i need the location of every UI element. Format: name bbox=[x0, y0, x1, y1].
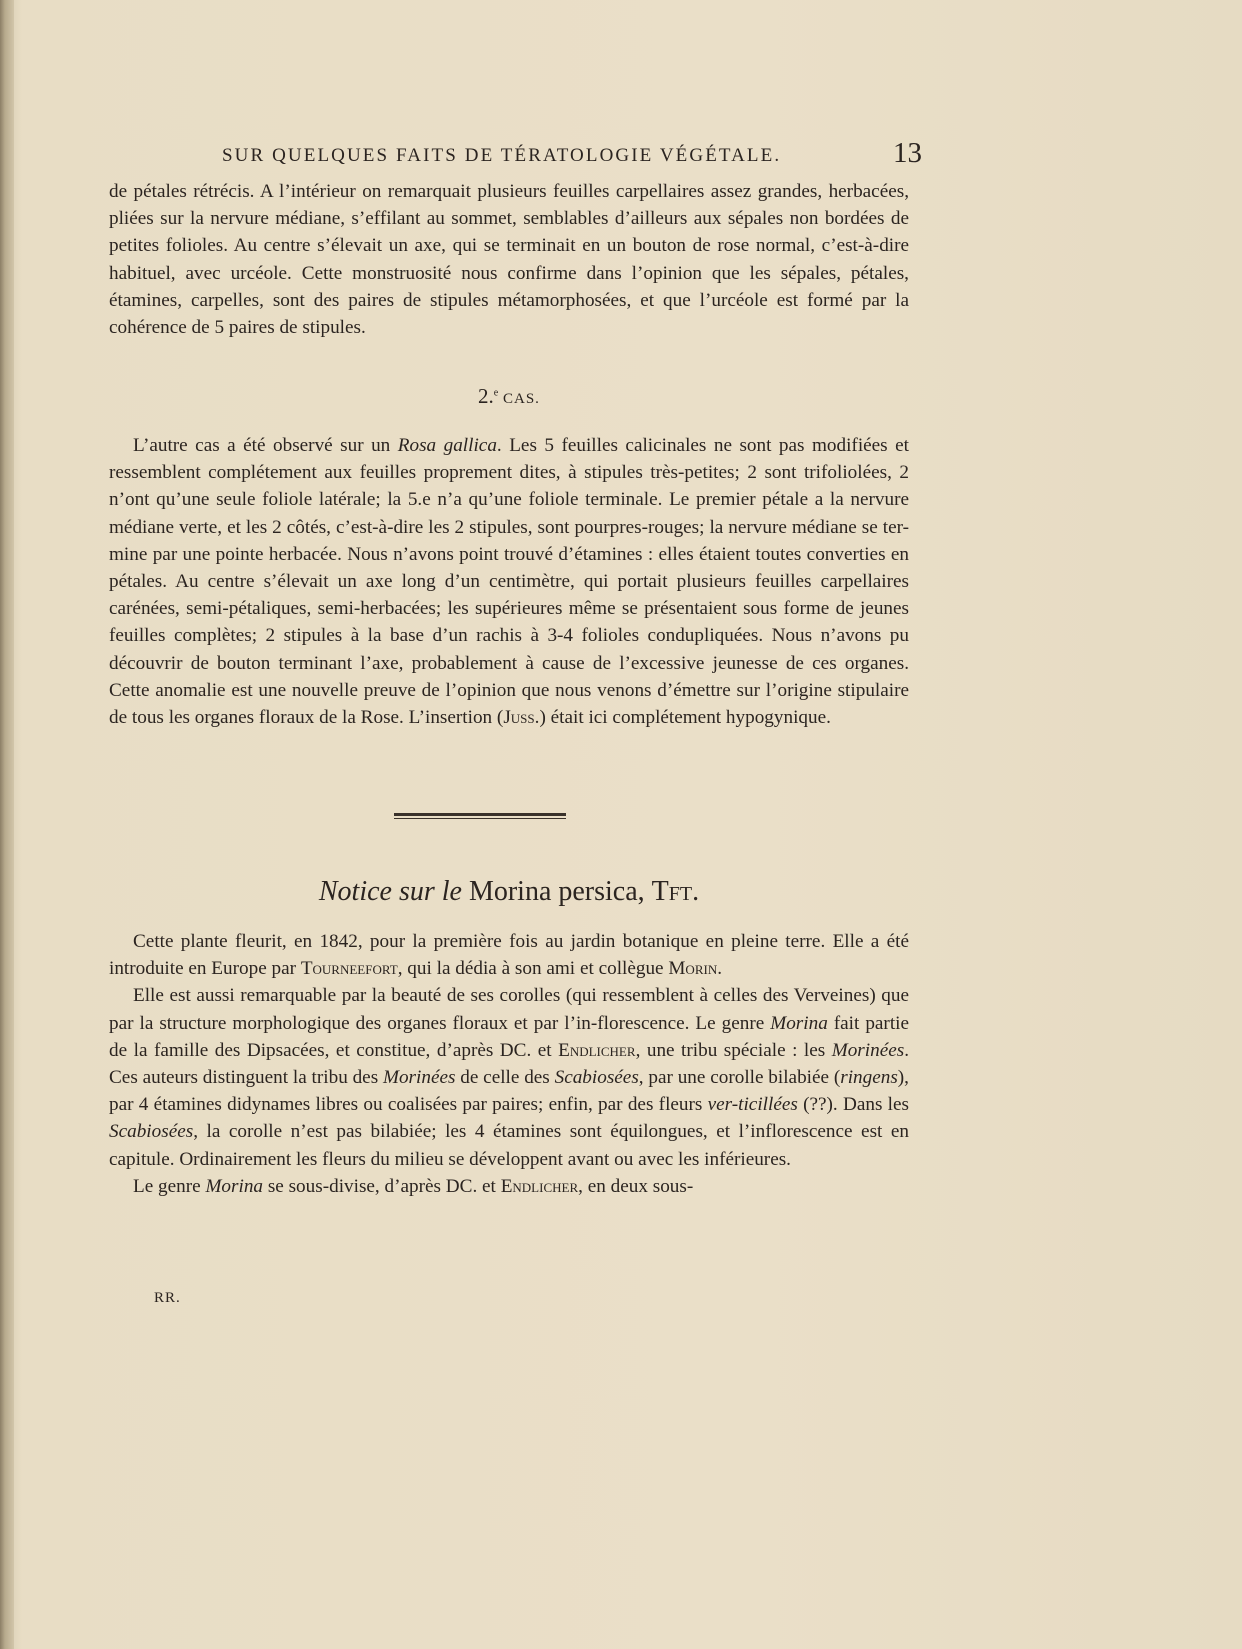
case2-paragraph: L’autre cas a été observé sur un Rosa gallica. Les 5 feuilles calicinales ne sont pas modifiées et ressemblent complétement aux feuilles proprement dites, à stipules très-petites; 2 sont trifoliolées, 2 n’ont qu’une seule foliole latérale; la 5.e n’a qu’une foliole terminale. Le premier pétale a la nervure médiane verte, et les 2 côtés, c’est-à-dire les 2 stipules, sont pourpres-rouges; la nervure médiane se ter-mine par une pointe herbacée. Nous n’avons point trouvé d’étamines : elles étaient toutes converties en pétales. Au centre s’élevait un axe long d’un centimètre, qui portait plusieurs feuilles carpellaires carénées, semi-pétaliques, semi-herbacées; les supérieures même se présentaient sous forme de jeunes feuilles complètes; 2 stipules à la base d’un rachis à 3-4 folioles condupliquées. Nous n’avons pu découvrir de bouton terminant l’axe, probablement à cause de l’excessive jeunesse de ces organes. Cette anomalie est une nouvelle preuve de l’opinion que nous venons d’émettre sur l’origine stipulaire de tous les organes floraux de la Rose. L’insertion (Juss.) était ici complétement hypogynique. bbox=[109, 435, 909, 729]
notice-body bbox=[109, 928, 909, 1200]
author-abbrev: Juss. bbox=[503, 707, 540, 729]
species-name: Rosa gallica bbox=[397, 435, 497, 456]
page-number: 13 bbox=[893, 137, 922, 169]
running-title: SUR QUELQUES FAITS DE TÉRATOLOGIE VÉGÉTALE. bbox=[222, 145, 782, 166]
signature-mark: RR. bbox=[154, 1290, 181, 1306]
page-binding-edge bbox=[0, 0, 14, 1649]
notice-paragraph-2: Elle est aussi remarquable par la beauté de ses corolles (qui ressemblent à celles des Verveines) que par la structure morphologique des organes floraux et par l’in-florescence. Le genre Morina fait partie de la famille des Dipsacées, et constitue, d’après DC. et Endlicher, une tribu spéciale : les Morinées. Ces auteurs distinguent la tribu des Morinées de celle des Scabiosées, par une corolle bilabiée (ringens), par 4 étamines didynames libres ou coalisées par paires; enfin, par des fleurs ver-ticillées (??). Dans les Scabiosées, la corolle n’est pas bilabiée; les 4 étamines sont équilongues, et l’inflorescence est en capitule. Ordinairement les fleurs du milieu se développent avant ou avec les inférieures. bbox=[109, 985, 909, 1170]
section1-text: de pétales rétrécis. A l’intérieur on remarquait plusieurs feuilles carpellaires assez grandes, herbacées, pliées sur la nervure médiane, s’effilant au sommet, semblables d’ailleurs aux sépales non bordées de petites folioles. Au centre s’élevait un axe, qui se terminait en un bouton de rose normal, c’est-à-dire habituel, avec urcéole. Cette monstruosité nous confirme dans l’opinion que les sépales, pétales, étamines, carpelles, sont des paires de stipules métamorphosées, et que l’urcéole est formé par la cohérence de 5 paires de stipules. bbox=[109, 181, 910, 339]
notice-paragraph-3: Le genre Morina se sous-divise, d’après DC. et Endlicher, en deux sous- bbox=[133, 1175, 694, 1197]
section1-paragraph bbox=[109, 178, 909, 341]
running-header bbox=[222, 137, 922, 169]
case2-heading: 2.$^e$ CAS. bbox=[478, 384, 540, 408]
notice-paragraph-1: Cette plante fleurit, en 1842, pour la première fois au jardin botanique en pleine terre. Elle a été introduite en Europe par Tourneefort, qui la dédia à son ami et collègue Morin. bbox=[109, 931, 909, 980]
section-divider bbox=[394, 813, 566, 819]
notice-title: Notice sur le Morina persica, Tft. bbox=[318, 876, 700, 907]
